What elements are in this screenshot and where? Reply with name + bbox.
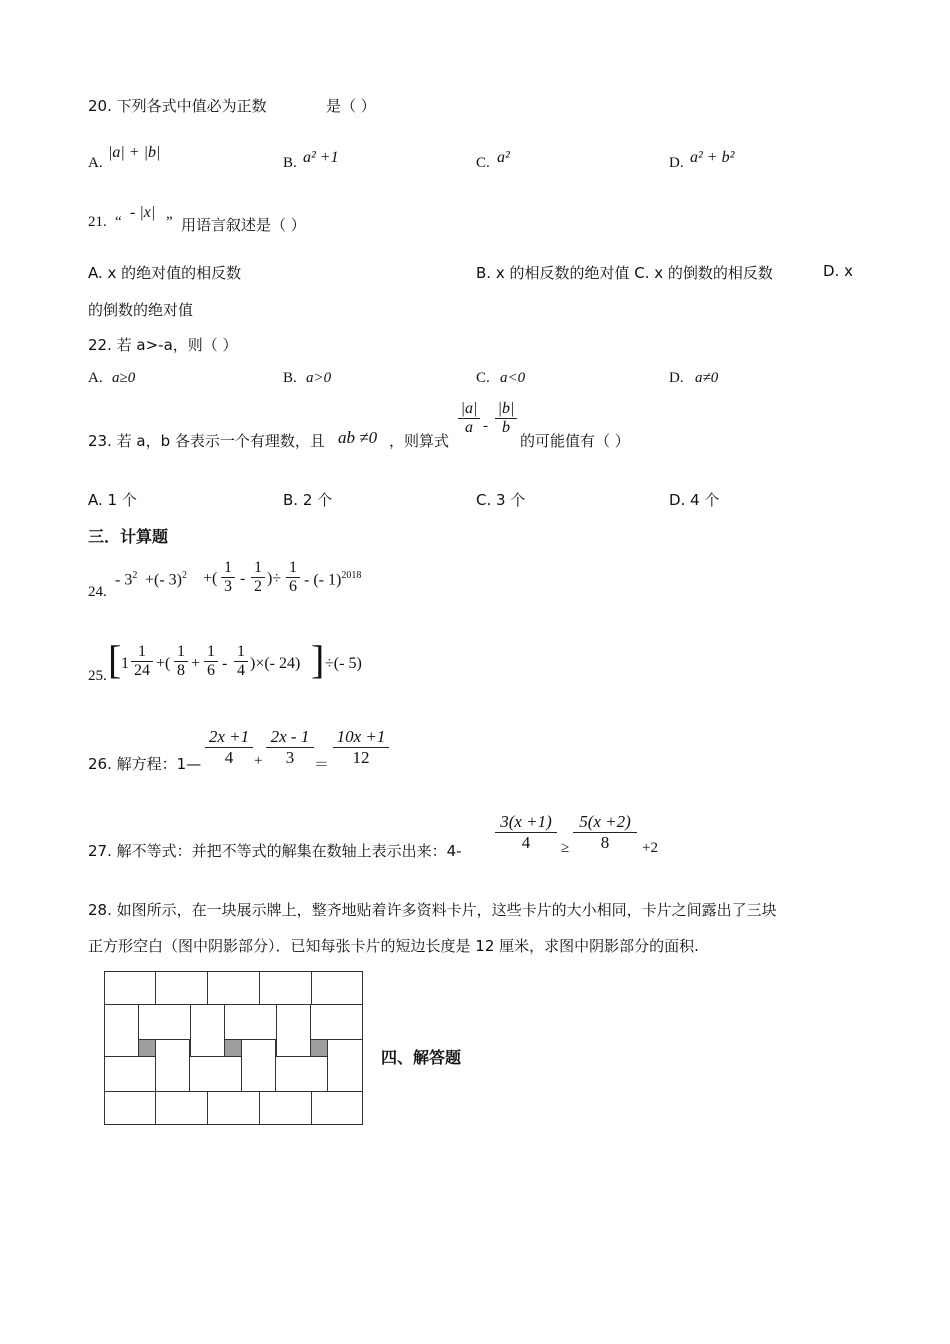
q20-option-b-label: B. bbox=[283, 155, 297, 171]
q26-f1-numerator: 2x +1 bbox=[208, 727, 250, 746]
card bbox=[104, 1091, 156, 1125]
card bbox=[259, 971, 312, 1005]
q25-lead: 1 bbox=[121, 655, 129, 672]
q24-number: 24. bbox=[88, 584, 107, 600]
card bbox=[275, 1056, 328, 1092]
shaded-square bbox=[139, 1040, 156, 1056]
q25-p1: +( bbox=[156, 655, 171, 672]
q23-stem-part1: 23. 若 a，b 各表示一个有理数，且 bbox=[88, 432, 325, 450]
q24-part2: +(- 3) bbox=[145, 571, 183, 589]
q23-option-a: A. 1 个 bbox=[88, 491, 137, 509]
q25-p3: - bbox=[222, 655, 228, 672]
q24-part5: )÷ bbox=[267, 570, 282, 587]
q27-stem: 27. 解不等式：并把不等式的解集在数轴上表示出来：4- bbox=[88, 842, 462, 860]
q25-fraction-1 bbox=[174, 643, 188, 680]
q26-f3-denominator: 12 bbox=[352, 748, 370, 767]
q20-option-c-label: C. bbox=[476, 155, 490, 171]
q25-number: 25. bbox=[88, 668, 107, 684]
q24-fraction-3 bbox=[286, 559, 300, 596]
q21-option-b-c: B. x 的相反数的绝对值 C. x 的倒数的相反数 bbox=[476, 264, 773, 282]
q24-fraction-1 bbox=[221, 559, 235, 596]
q20-option-d-label: D. bbox=[669, 155, 684, 171]
q22-option-b-label: B. bbox=[283, 370, 297, 386]
q24-part1: - 3 bbox=[115, 571, 133, 589]
q20-option-d-expr: a² + b² bbox=[690, 149, 735, 166]
q20-option-c-expr: a² bbox=[497, 149, 510, 166]
card bbox=[311, 971, 363, 1005]
card bbox=[207, 971, 260, 1005]
q26-plus: + bbox=[254, 753, 263, 769]
q26-f3-numerator: 10x +1 bbox=[336, 727, 386, 746]
q24-term6 bbox=[304, 570, 361, 589]
q22-option-b-value: a>0 bbox=[306, 370, 332, 386]
q24-f1-numerator: 1 bbox=[224, 559, 232, 576]
q26-fraction-2 bbox=[266, 727, 314, 768]
q27-f1-numerator: 3(x +1) bbox=[500, 812, 552, 831]
q26-fraction-1 bbox=[205, 727, 253, 768]
q27-fraction-2 bbox=[573, 812, 637, 853]
q23-fraction-a bbox=[458, 400, 480, 437]
q26-equals: ＝ bbox=[314, 757, 330, 773]
q26-f2-numerator: 2x - 1 bbox=[270, 727, 310, 746]
q27-f2-denominator: 8 bbox=[600, 833, 610, 852]
q27-fraction-1 bbox=[495, 812, 557, 853]
q20-option-a-expr: |a| + |b| bbox=[108, 144, 161, 161]
q24-part4: - bbox=[240, 570, 246, 587]
q28-line2: 正方形空白（图中阴影部分）．已知每张卡片的短边长度是 12 厘米，求图中阴影部分的面积. bbox=[88, 937, 699, 955]
card bbox=[155, 971, 208, 1005]
q25-f3-numerator: 1 bbox=[237, 643, 245, 660]
q24-part3: +( bbox=[203, 570, 218, 587]
card bbox=[207, 1091, 260, 1125]
card bbox=[327, 1039, 363, 1092]
q24-f3-numerator: 1 bbox=[289, 559, 297, 576]
q20-stem-end: 是（ ） bbox=[326, 97, 376, 115]
q25-f1-denominator: 8 bbox=[177, 662, 185, 679]
q27-ge: ≥ bbox=[561, 840, 570, 856]
q25-tail: ÷(- 5) bbox=[325, 655, 362, 672]
q25-p2: + bbox=[191, 655, 201, 672]
q21-quote-open: “ bbox=[115, 214, 122, 230]
q26-fraction-3 bbox=[333, 727, 389, 768]
q27-tail: +2 bbox=[642, 840, 658, 856]
section-3-title: 三．计算题 bbox=[88, 527, 169, 546]
q23-fraction-b-denominator: b bbox=[502, 419, 510, 436]
q22-option-a-value: a≥0 bbox=[112, 370, 136, 386]
card bbox=[310, 1004, 363, 1040]
q23-option-b: B. 2 个 bbox=[283, 491, 333, 509]
q24-f2-numerator: 1 bbox=[254, 559, 262, 576]
q20-stem: 20. 下列各式中值必为正数 bbox=[88, 97, 267, 115]
q22-option-a-label: A. bbox=[88, 370, 103, 386]
q21-option-d-continued: 的倒数的绝对值 bbox=[88, 301, 194, 319]
card bbox=[189, 1056, 242, 1092]
card bbox=[104, 971, 156, 1005]
q21-number: 21. bbox=[88, 214, 107, 230]
q25-f1-numerator: 1 bbox=[177, 643, 185, 660]
q23-minus: - bbox=[483, 418, 488, 434]
q25-f0-numerator: 1 bbox=[138, 643, 146, 660]
q25-fraction-3 bbox=[234, 643, 248, 680]
q22-option-c-value: a<0 bbox=[500, 370, 526, 386]
q23-fraction-b bbox=[495, 400, 517, 437]
q24-exponent3: 2018 bbox=[341, 570, 362, 581]
q25-f2-denominator: 6 bbox=[207, 662, 215, 679]
card bbox=[259, 1091, 312, 1125]
card bbox=[104, 1004, 139, 1057]
q26-f1-denominator: 4 bbox=[224, 748, 234, 767]
q24-term2 bbox=[145, 570, 187, 589]
card bbox=[276, 1004, 311, 1057]
card bbox=[138, 1004, 191, 1040]
q22-stem: 22. 若 a>-a，则（ ） bbox=[88, 336, 238, 354]
q21-option-d: D. x bbox=[823, 262, 853, 280]
q23-condition: ab ≠0 bbox=[338, 428, 378, 447]
q22-option-c-label: C. bbox=[476, 370, 490, 386]
q24-part6: - (- 1) bbox=[304, 571, 342, 589]
card bbox=[190, 1004, 225, 1057]
q26-stem: 26. 解方程：1— bbox=[88, 755, 202, 773]
q23-fraction-b-numerator: |b| bbox=[497, 400, 515, 417]
q25-fraction-2 bbox=[204, 643, 218, 680]
q28-line1: 28. 如图所示，在一块展示牌上，整齐地贴着许多资料卡片，这些卡片的大小相同，卡片之间露出了三块 bbox=[88, 901, 777, 919]
q23-fraction-a-numerator: |a| bbox=[460, 400, 478, 417]
q25-f0-denominator: 24 bbox=[134, 662, 150, 679]
q24-f1-denominator: 3 bbox=[224, 578, 232, 595]
q25-fraction-0 bbox=[131, 643, 153, 680]
q26-f2-denominator: 3 bbox=[285, 748, 295, 767]
section-4-title: 四、解答题 bbox=[381, 1048, 462, 1067]
card bbox=[155, 1039, 190, 1092]
q20-option-b-expr: a² +1 bbox=[303, 149, 339, 166]
q20-option-a-label: A. bbox=[88, 155, 103, 171]
q21-option-a: A. x 的绝对值的相反数 bbox=[88, 264, 242, 282]
q24-f3-denominator: 6 bbox=[289, 578, 297, 595]
q22-option-d-value: a≠0 bbox=[695, 370, 719, 386]
card bbox=[104, 1056, 156, 1092]
q25-f2-numerator: 1 bbox=[207, 643, 215, 660]
q23-fraction-a-denominator: a bbox=[465, 419, 473, 436]
q24-term1 bbox=[115, 570, 137, 589]
shaded-square bbox=[311, 1040, 328, 1056]
q22-option-d-label: D. bbox=[669, 370, 684, 386]
q25-right-bracket: ] bbox=[311, 637, 325, 682]
q24-f2-denominator: 2 bbox=[254, 578, 262, 595]
q21-quote-close: ” bbox=[166, 214, 173, 230]
q25-p4: )×(- 24) bbox=[250, 655, 301, 672]
card bbox=[155, 1091, 208, 1125]
q23-option-c: C. 3 个 bbox=[476, 491, 526, 509]
q25-left-bracket: [ bbox=[108, 637, 122, 682]
q24-exponent2: 2 bbox=[182, 570, 188, 581]
q24-exponent1: 2 bbox=[132, 570, 138, 581]
q27-f2-numerator: 5(x +2) bbox=[579, 812, 631, 831]
q23-stem-part3: 的可能值有（ ） bbox=[520, 432, 630, 450]
q21-stem: 用语言叙述是（ ） bbox=[181, 216, 306, 234]
q24-fraction-2 bbox=[251, 559, 265, 596]
card bbox=[224, 1004, 277, 1040]
q27-f1-denominator: 4 bbox=[521, 833, 531, 852]
q25-f3-denominator: 4 bbox=[237, 662, 245, 679]
shaded-square bbox=[225, 1040, 242, 1056]
card bbox=[311, 1091, 363, 1125]
q23-option-d: D. 4 个 bbox=[669, 491, 720, 509]
q21-expr: - |x| bbox=[130, 204, 156, 221]
card bbox=[241, 1039, 276, 1092]
q23-stem-part2: ，则算式 bbox=[389, 432, 450, 450]
